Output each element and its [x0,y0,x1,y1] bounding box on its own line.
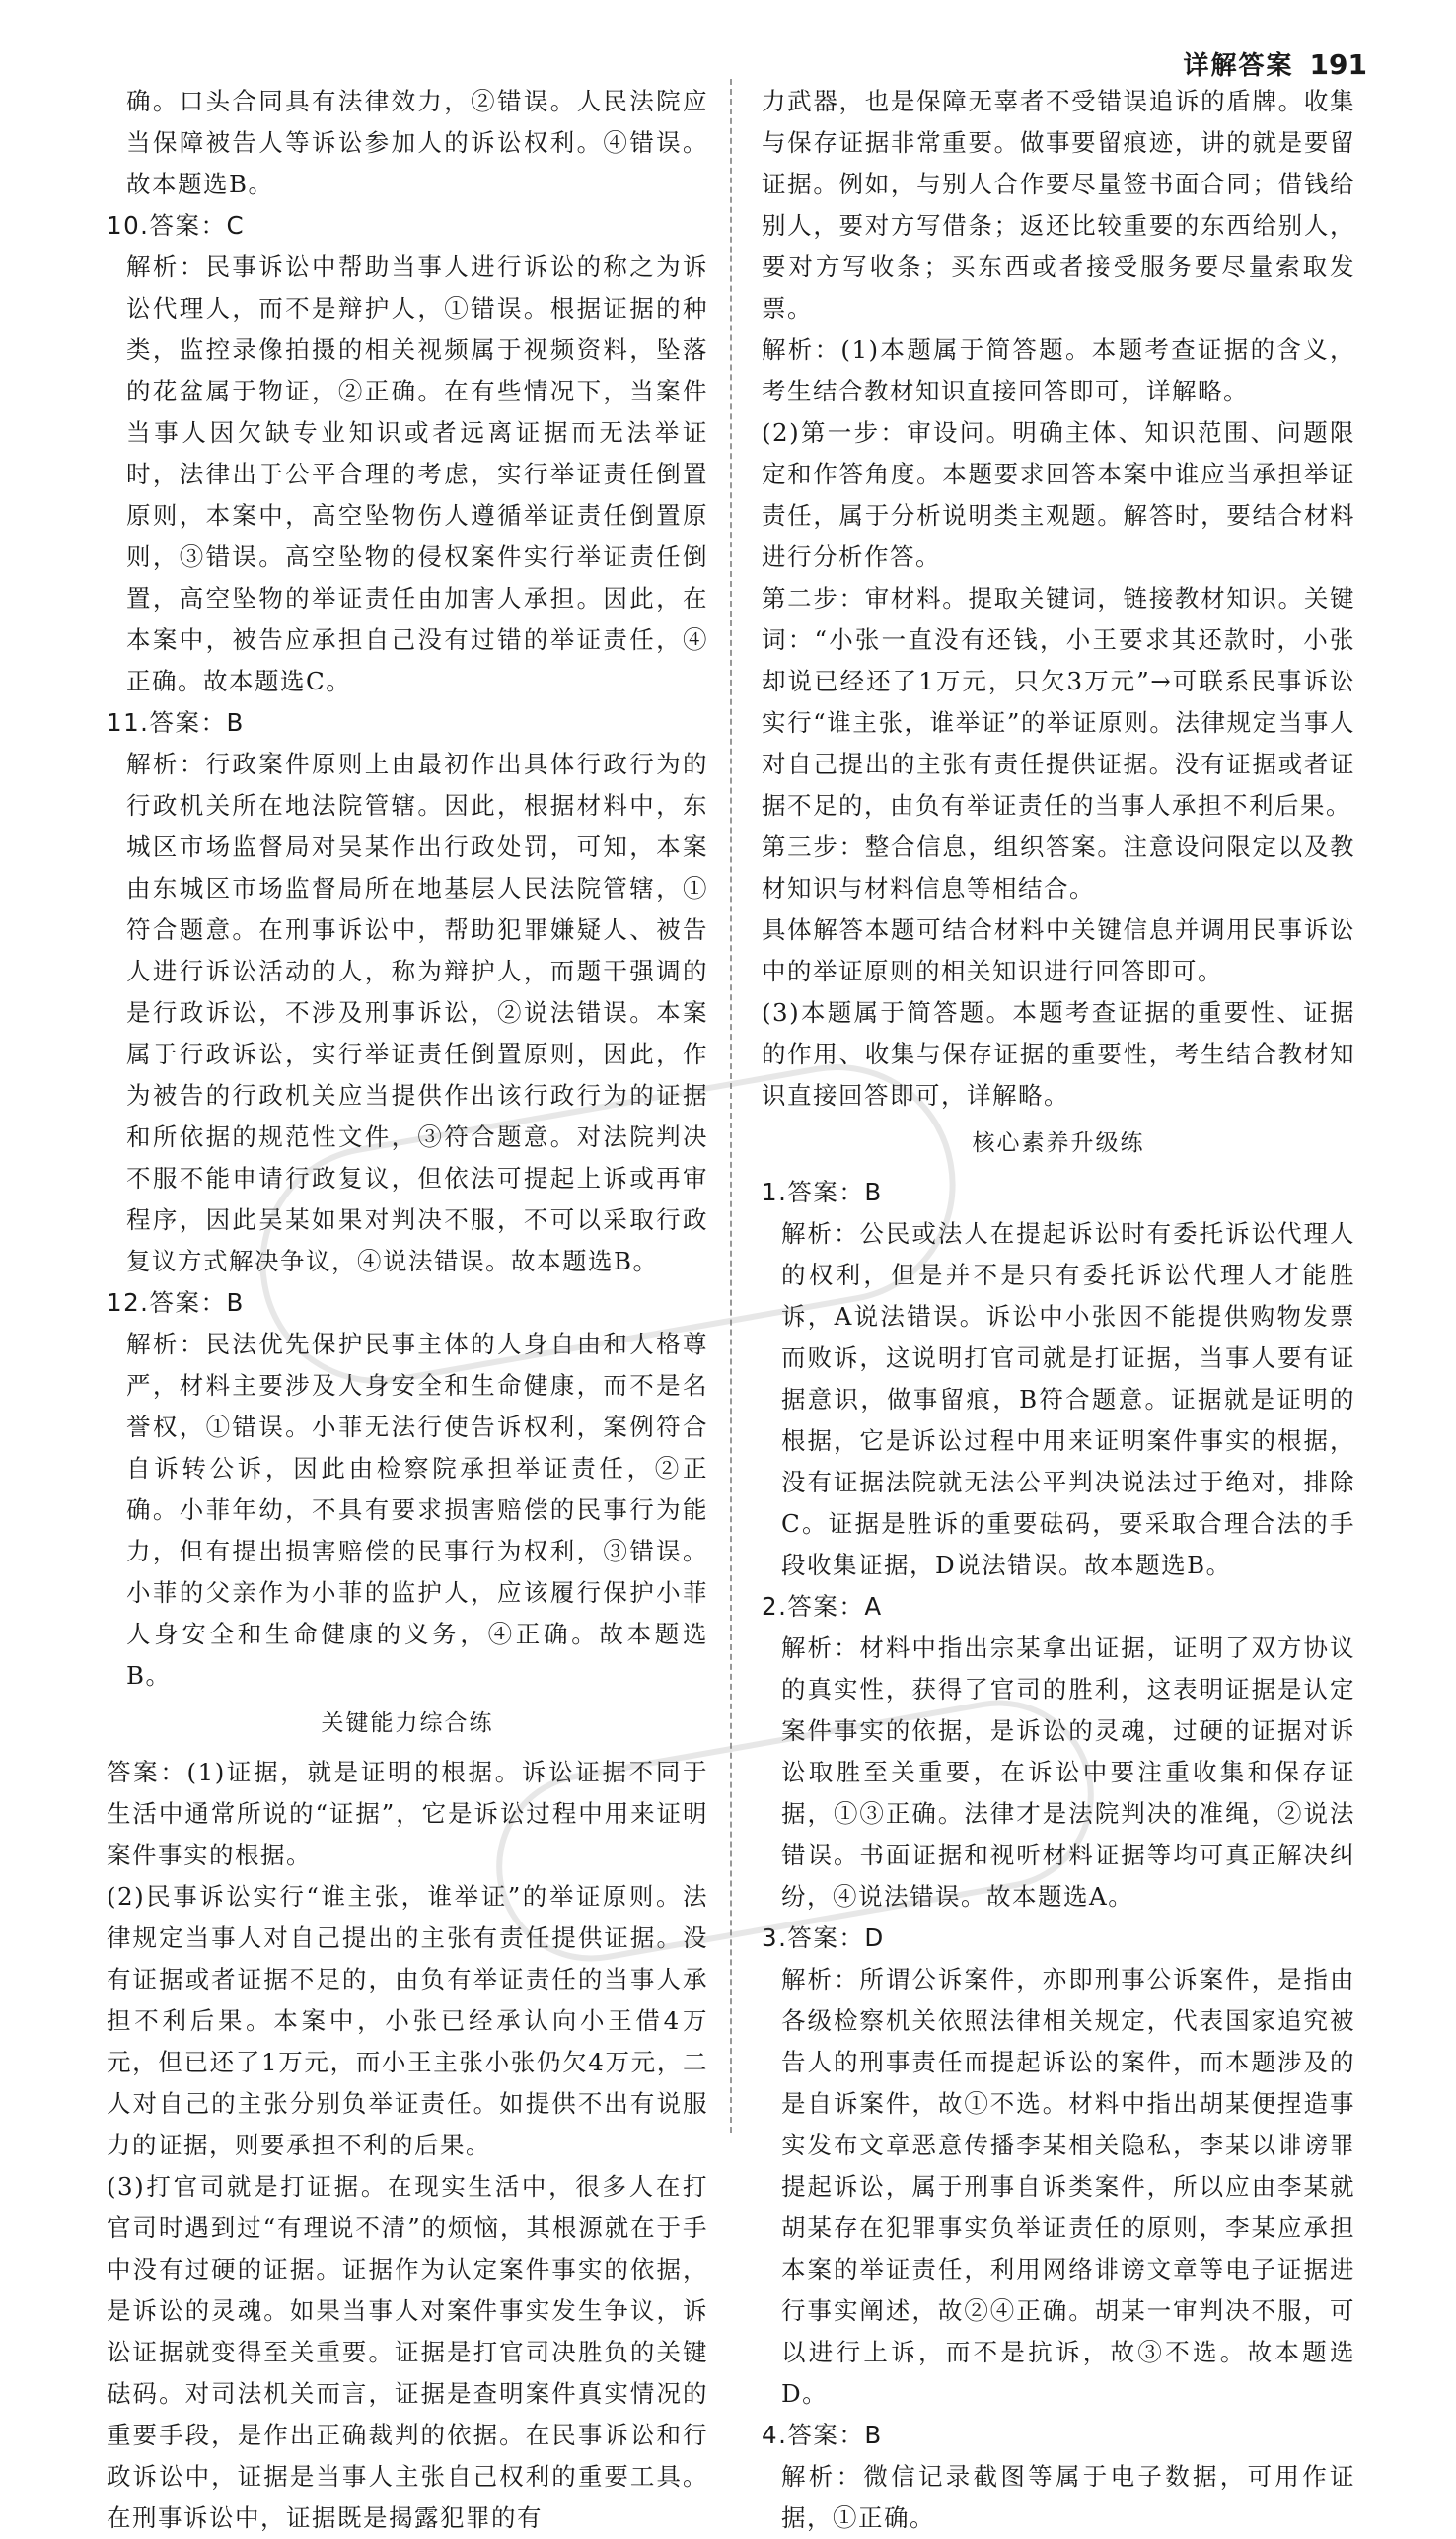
analysis-paragraph: 解析：民事诉讼中帮助当事人进行诉讼的称之为诉讼代理人，而不是辩护人，①错误。根据证据的种类，监控录像拍摄的相关视频属于视频资料，坠落的花盆属于物证，②正确。在有些情况下，当案件当事人因欠缺专业知识或者远离证据而无法举证时，法律出于公平合理的考虑，实行举证责任倒置原则，本案中，高空坠物伤人遵循举证责任倒置原则，③错误。高空坠物的侵权案件实行举证责任倒置，高空坠物的举证责任由加害人承担。因此，在本案中，被告应承担自己没有过错的举证责任，④正确。故本题选C。 [126,253,708,695]
right-column [762,81,1355,2539]
question-answer: 12.答案：B [107,1288,245,1317]
answer-paragraph: 答案：(1)证据，就是证明的根据。诉讼证据不同于生活中通常所说的“证据”，它是诉讼过程中用来证明案件事实的根据。 [107,1758,708,1869]
analysis-paragraph: 第二步：审材料。提取关键词，链接教材知识。关键词：“小张一直没有还钱，小王要求其还款时，小张却说已经还了1万元，只欠3万元”→可联系民事诉讼实行“谁主张，谁举证”的举证原则。法律规定当事人对自己提出的主张有责任提供证据。没有证据或者证据不足的，由负有举证责任的当事人承担不利后果。 [762,584,1355,820]
analysis-paragraph: (2)第一步：审设问。明确主体、知识范围、问题限定和作答角度。本题要求回答本案中谁应当承担举证责任，属于分析说明类主观题。解答时，要结合材料进行分析作答。 [762,418,1355,571]
analysis-paragraph: 解析：公民或法人在提起诉讼时有委托诉讼代理人的权利，但是并不是只有委托诉讼代理人才能胜诉，A说法错误。诉讼中小张因不能提供购物发票而败诉，这说明打官司就是打证据，当事人要有证据意识，做事留痕，B符合题意。证据就是证明的根据，它是诉讼过程中用来证明案件事实的根据，没有证据法院就无法公平判决说法过于绝对，排除C。证据是胜诉的重要砝码，要采取合理合法的手段收集证据，D说法错误。故本题选B。 [781,1219,1355,1579]
analysis-paragraph: (3)本题属于简答题。本题考查证据的重要性、证据的作用、收集与保存证据的重要性，考生结合教材知识直接回答即可，详解略。 [762,998,1355,1110]
page-header [1184,45,1367,82]
question-answer: 4.答案：B [762,2421,883,2449]
question-answer: 2.答案：A [762,1592,883,1621]
analysis-paragraph: 第三步：整合信息，组织答案。注意设问限定以及教材知识与材料信息等相结合。 [762,833,1355,903]
left-column [107,81,708,2539]
column-divider [730,79,732,2133]
analysis-paragraph: 解析：所谓公诉案件，亦即刑事公诉案件，是指由各级检察机关依照法律相关规定，代表国家追究被告人的刑事责任而提起诉讼的案件，而本题涉及的是自诉案件，故①不选。材料中指出胡某便捏造事实发布文章恶意传播李某相关隐私，李某以诽谤罪提起诉讼，属于刑事自诉类案件，所以应由李某就胡某存在犯罪事实负举证责任的原则，李某应承担本案的举证责任，利用网络诽谤文章等电子证据进行事实阐述，故②④正确。胡某一审判决不服，可以进行上诉，而不是抗诉，故③不选。故本题选D。 [781,1965,1355,2408]
question-answer: 11.答案：B [107,708,245,737]
analysis-paragraph: 解析：微信记录截图等属于电子数据，可用作证据，①正确。 [781,2462,1355,2532]
page-number: 191 [1309,48,1367,81]
question-answer: 10.答案：C [107,211,246,240]
answer-paragraph: (3)打官司就是打证据。在现实生活中，很多人在打官司时遇到过“有理说不清”的烦恼，其根源就在于手中没有过硬的证据。证据作为认定案件事实的依据，是诉讼的灵魂。如果当事人对案件事实发生争议，诉讼证据就变得至关重要。证据是打官司决胜负的关键砝码。对司法机关而言，证据是查明案件真实情况的重要手段，是作出正确裁判的依据。在民事诉讼和行政诉讼中，证据是当事人主张自己权利的重要工具。在刑事诉讼中，证据既是揭露犯罪的有 [107,2172,708,2532]
question-answer: 1.答案：B [762,1178,883,1206]
answer-paragraph: (2)民事诉讼实行“谁主张，谁举证”的举证原则。法律规定当事人对自己提出的主张有责任提供证据。没有证据或者证据不足的，由负有举证责任的当事人承担不利后果。本案中，小张已经承认向小王借4万元，但已还了1万元，而小王主张小张仍欠4万元，二人对自己的主张分别负举证责任。如提供不出有说服力的证据，则要承担不利的后果。 [107,1882,708,2159]
analysis-paragraph: 解析：行政案件原则上由最初作出具体行政行为的行政机关所在地法院管辖。因此，根据材料中，东城区市场监督局对吴某作出行政处罚，可知，本案由东城区市场监督局所在地基层人民法院管辖，①符合题意。在刑事诉讼中，帮助犯罪嫌疑人、被告人进行诉讼活动的人，称为辩护人，而题干强调的是行政诉讼，不涉及刑事诉讼，②说法错误。本案属于行政诉讼，实行举证责任倒置原则，因此，作为被告的行政机关应当提供作出该行政行为的证据和所依据的规范性文件，③符合题意。对法院判决不服不能申请行政复议，但依法可提起上诉或再审程序，因此吴某如果对判决不服，不可以采取行政复议方式解决争议，④说法错误。故本题选B。 [126,750,708,1275]
analysis-paragraph: 解析：民法优先保护民事主体的人身自由和人格尊严，材料主要涉及人身安全和生命健康，而不是名誉权，①错误。小菲无法行使告诉权利，案例符合自诉转公诉，因此由检察院承担举证责任，②正确。小菲年幼，不具有要求损害赔偿的民事行为能力，但有提出损害赔偿的民事行为权利，③错误。小菲的父亲作为小菲的监护人，应该履行保护小菲人身安全和生命健康的义务，④正确。故本题选B。 [126,1330,708,1690]
question-answer: 3.答案：D [762,1923,885,1952]
section-title: 核心素养升级练 [972,1130,1145,1156]
answer-paragraph: 力武器，也是保障无辜者不受错误追诉的盾牌。收集与保存证据非常重要。做事要留痕迹，讲的就是要留证据。例如，与别人合作要尽量签书面合同；借钱给别人，要对方写借条；返还比较重要的东西给别人，要对方写收条；买东西或者接受服务要尽量索取发票。 [762,87,1355,323]
analysis-paragraph: 具体解答本题可结合材料中关键信息并调用民事诉讼中的举证原则的相关知识进行回答即可。 [762,915,1355,985]
paragraph: 确。口头合同具有法律效力，②错误。人民法院应当保障被告人等诉讼参加人的诉讼权利。④错误。故本题选B。 [126,87,708,198]
section-title: 关键能力综合练 [321,1710,494,1736]
analysis-paragraph: 解析：材料中指出宗某拿出证据，证明了双方协议的真实性，获得了官司的胜利，这表明证据是认定案件事实的依据，是诉讼的灵魂，过硬的证据对诉讼取胜至关重要，在诉讼中要注重收集和保存证据，①③正确。法律才是法院判决的准绳，②说法错误。书面证据和视听材料证据等均可真正解决纠纷，④说法错误。故本题选A。 [781,1633,1355,1911]
analysis-paragraph: 解析：(1)本题属于简答题。本题考查证据的含义，考生结合教材知识直接回答即可，详解略。 [762,335,1355,405]
header-label: 详解答案 [1183,51,1294,81]
